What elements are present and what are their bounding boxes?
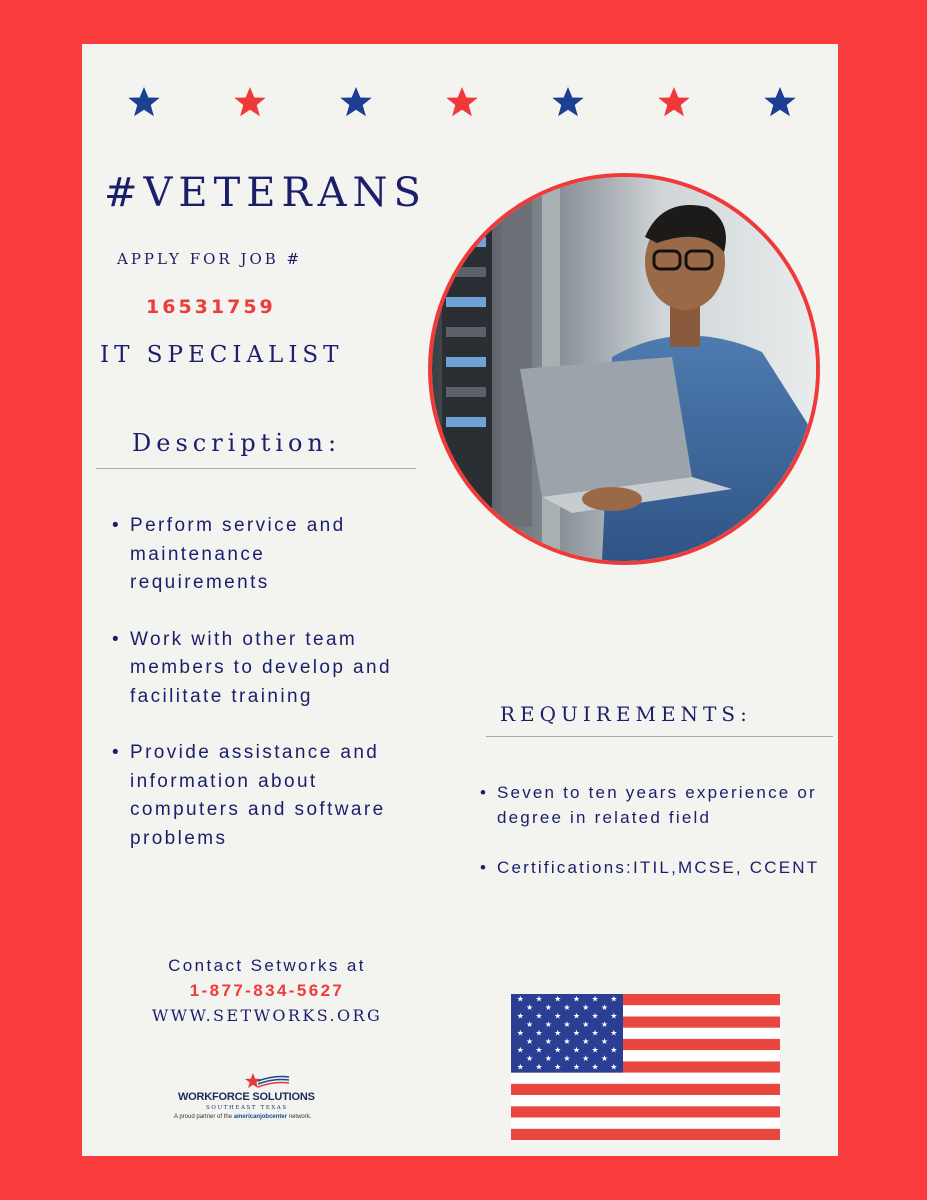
flag-star: ★ (535, 1028, 543, 1038)
flag-star: ★ (554, 1062, 562, 1072)
flag-star: ★ (610, 994, 618, 1004)
contact-line: Contact Setworks at (168, 956, 366, 975)
flag-star: ★ (572, 1011, 580, 1021)
star-icon (232, 84, 268, 120)
flag-star: ★ (610, 1045, 618, 1055)
flag-star: ★ (544, 1002, 552, 1012)
requirements-list (480, 780, 825, 905)
flag-star: ★ (554, 1045, 562, 1055)
contact-website[interactable]: WWW.SETWORKS.ORG (151, 1006, 383, 1025)
flag-star: ★ (600, 1002, 608, 1012)
logo-star-icon (244, 1072, 290, 1092)
flag-star: ★ (554, 994, 562, 1004)
flag-star: ★ (535, 994, 543, 1004)
requirement-item: • Seven to ten years experience or degree in related field (480, 780, 825, 830)
star-icon (550, 84, 586, 120)
flag-star: ★ (582, 1002, 590, 1012)
flag-star: ★ (554, 1011, 562, 1021)
requirement-item: • Certifications:ITIL,MCSE, CCENT (480, 855, 825, 880)
flyer-card (82, 44, 838, 1156)
flag-star: ★ (526, 1019, 534, 1029)
description-list (112, 512, 412, 881)
description-heading: Description: (132, 429, 342, 457)
flag-star: ★ (544, 1036, 552, 1046)
flag-star: ★ (572, 1045, 580, 1055)
flag-star: ★ (535, 1011, 543, 1021)
star-icon (444, 84, 480, 120)
flag-star: ★ (591, 1062, 599, 1072)
flag-star: ★ (572, 994, 580, 1004)
us-flag (511, 994, 780, 1140)
flag-star: ★ (563, 1053, 571, 1063)
logo-tagline-suffix: network. (287, 1114, 312, 1120)
flag-star: ★ (600, 1053, 608, 1063)
flag-star: ★ (572, 1028, 580, 1038)
flag-star: ★ (572, 1062, 580, 1072)
requirements-heading: REQUIREMENTS: (500, 702, 752, 726)
flag-star: ★ (600, 1019, 608, 1029)
laptop-photo (428, 173, 820, 565)
flag-star: ★ (591, 994, 599, 1004)
flag-star: ★ (526, 1002, 534, 1012)
flag-star: ★ (610, 1028, 618, 1038)
job-title: IT SPECIALIST (100, 342, 344, 368)
flag-star: ★ (563, 1036, 571, 1046)
flag-star: ★ (591, 1045, 599, 1055)
flag-star: ★ (544, 1053, 552, 1063)
star-icon (656, 84, 692, 120)
flag-star: ★ (526, 1053, 534, 1063)
flag-star: ★ (516, 1028, 524, 1038)
contact-block (102, 954, 432, 1028)
flag-star: ★ (591, 1028, 599, 1038)
flag-star: ★ (516, 994, 524, 1004)
headline: #VETERANS (104, 170, 427, 216)
flag-star: ★ (582, 1019, 590, 1029)
divider (486, 736, 833, 737)
flag-star: ★ (535, 1062, 543, 1072)
flag-star: ★ (591, 1011, 599, 1021)
star-row (82, 84, 838, 124)
apply-label: APPLY FOR JOB # (117, 250, 303, 268)
job-number: 16531759 (146, 296, 276, 318)
logo-tagline (174, 1114, 311, 1120)
flag-star: ★ (610, 1011, 618, 1021)
description-item: • Provide assistance and information about computers and software problems (112, 739, 412, 853)
flag-star: ★ (535, 1045, 543, 1055)
flag-star: ★ (516, 1062, 524, 1072)
flag-star: ★ (554, 1028, 562, 1038)
description-item: • Perform service and maintenance requirements (112, 512, 412, 598)
flag-star: ★ (563, 1002, 571, 1012)
flag-star: ★ (516, 1011, 524, 1021)
description-item: • Work with other team members to develop and facilitate training (112, 626, 412, 712)
logo-subtitle: SOUTHEAST TEXAS (206, 1105, 288, 1111)
logo-tagline-brand: americanjobcenter (233, 1114, 288, 1120)
flag-star: ★ (544, 1019, 552, 1029)
flag-star: ★ (563, 1019, 571, 1029)
workforce-solutions-logo (174, 1070, 354, 1130)
logo-tagline-prefix: A proud partner of the (174, 1114, 234, 1120)
divider (96, 468, 416, 469)
star-icon (338, 84, 374, 120)
flag-star: ★ (610, 1062, 618, 1072)
flag-star: ★ (582, 1053, 590, 1063)
flag-star: ★ (526, 1036, 534, 1046)
flag-star: ★ (582, 1036, 590, 1046)
logo-name: WORKFORCE SOLUTIONS (178, 1091, 315, 1103)
contact-phone[interactable]: 1-877-834-5627 (189, 981, 345, 1000)
star-icon (126, 84, 162, 120)
flag-star: ★ (600, 1036, 608, 1046)
flag-star: ★ (516, 1045, 524, 1055)
star-icon (762, 84, 798, 120)
